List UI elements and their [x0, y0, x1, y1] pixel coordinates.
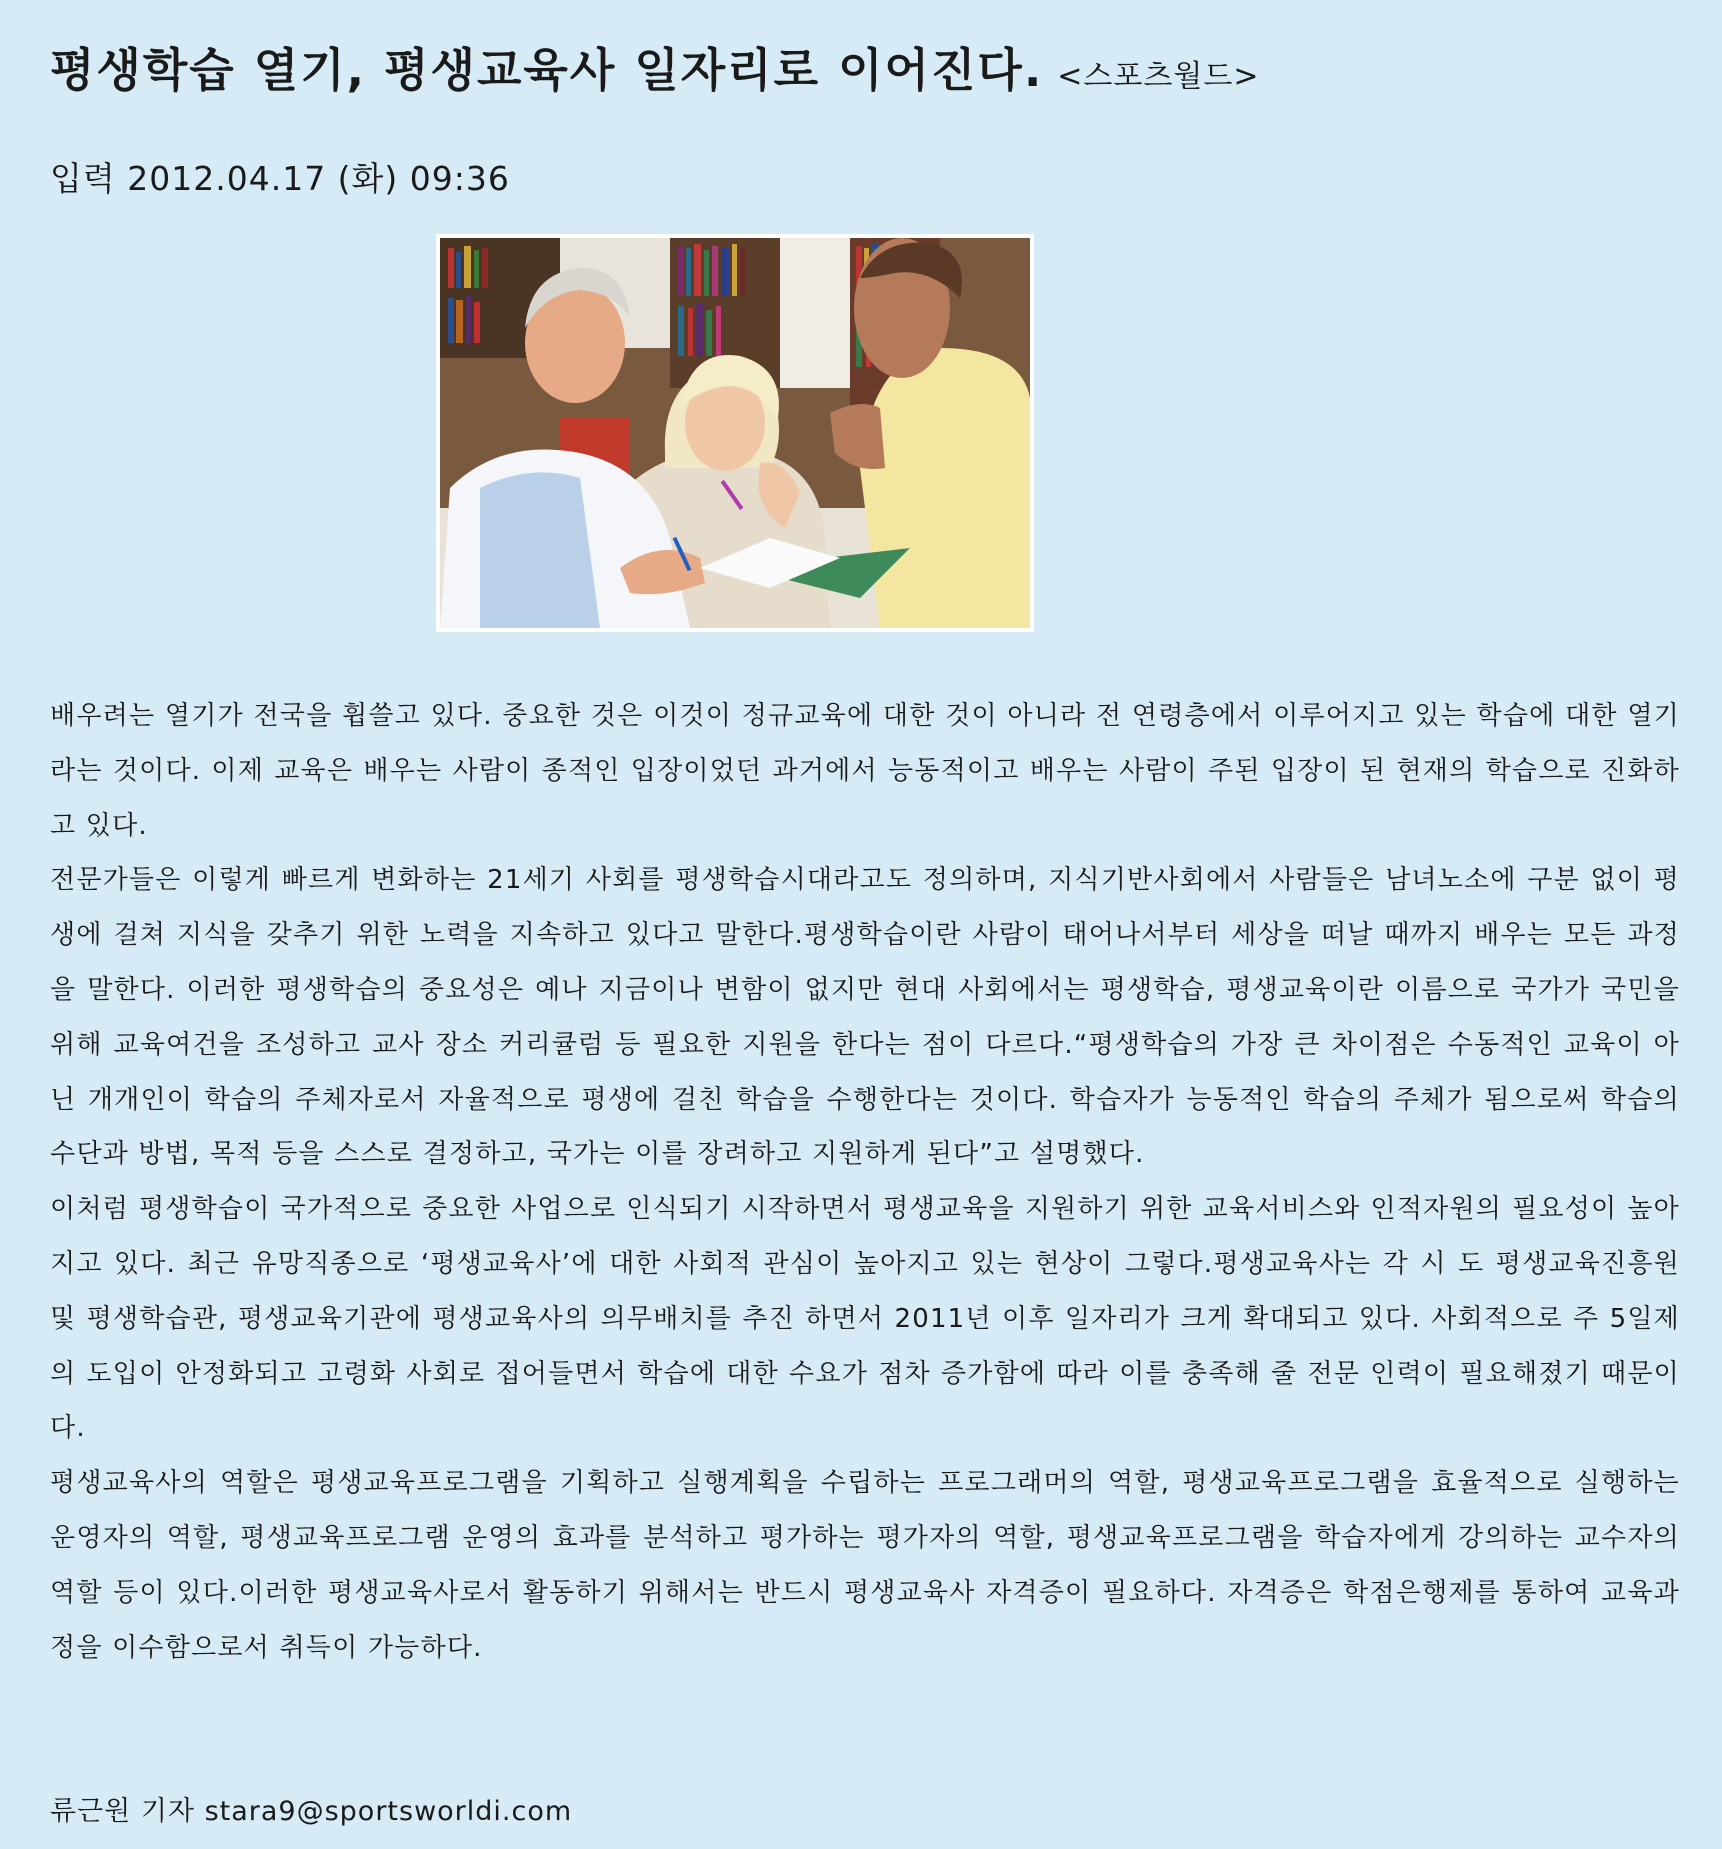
reporter-byline: 류근원 기자 stara9@sportsworldi.com — [50, 1796, 573, 1827]
article-paragraph: 배우려는 열기가 전국을 휩쓸고 있다. 중요한 것은 이것이 정규교육에 대한 것이 아니라 전 연령층에서 이루어지고 있는 학습에 대한 열기라는 것이다. 이제 교육은 배우는 사람이 종적인 입장이었던 과거에서 능동적이고 배우는 사람이 주된 입장이 된 현재의 학습으로 진화하고 있다. — [50, 701, 1680, 841]
article-paragraph: 평생교육사의 역할은 평생교육프로그램을 기획하고 실행계획을 수립하는 프로그래머의 역할, 평생교육프로그램을 효율적으로 실행하는 운영자의 역할, 평생교육프로그램 운영의 효과를 분석하고 평가하는 평가자의 역할, 평생교육프로그램을 학습자에게 강의하는 교수자의 역할 등이 있다.이러한 평생교육사로서 활동하기 위해서는 반드시 평생교육사 자격증이 필요하다. 자격증은 학점은행제를 통하여 교육과정을 이수함으로서 취득이 가능하다. — [50, 1468, 1680, 1663]
article-paragraph: 전문가들은 이렇게 빠르게 변화하는 21세기 사회를 평생학습시대라고도 정의하며, 지식기반사회에서 사람들은 남녀노소에 구분 없이 평생에 걸쳐 지식을 갖추기 위한 노력을 지속하고 있다고 말한다.평생학습이란 사람이 태어나서부터 세상을 떠날 때까지 배우는 모든 과정을 말한다. 이러한 평생학습의 중요성은 예나 지금이나 변함이 없지만 현대 사회에서는 평생학습, 평생교육이란 이름으로 국가가 국민을 위해 교육여건을 조성하고 교사 장소 커리큘럼 등 필요한 지원을 한다는 점이 다르다.“평생학습의 가장 큰 차이점은 수동적인 교육이 아닌 개개인이 학습의 주체자로서 자율적으로 평생에 걸친 학습을 수행한다는 것이다. 학습자가 능동적인 학습의 주체가 됨으로써 학습의 수단과 방법, 목적 등을 스스로 결정하고, 국가는 이를 장려하고 지원하게 된다”고 설명했다. — [50, 865, 1680, 1170]
article-photo — [436, 234, 1034, 632]
photo-illustration — [440, 238, 1030, 628]
source-name: <스포츠월드> — [1057, 59, 1260, 94]
headline-text: 평생학습 열기, 평생교육사 일자리로 이어진다. — [50, 43, 1044, 97]
article-paragraph: 이처럼 평생학습이 국가적으로 중요한 사업으로 인식되기 시작하면서 평생교육을 지원하기 위한 교육서비스와 인적자원의 필요성이 높아지고 있다. 최근 유망직종으로 ‘평생교육사’에 대한 사회적 관심이 높아지고 있는 현상이 그렇다.평생교육사는 각 시 도 평생교육진흥원 및 평생학습관, 평생교육기관에 평생교육사의 의무배치를 추진 하면서 2011년 이후 일자리가 크게 확대되고 있다. 사회적으로 주 5일제의 도입이 안정화되고 고령화 사회로 접어들면서 학습에 대한 수요가 점차 증가함에 따라 이를 충족해 줄 전문 인력이 필요해졌기 때문이다. — [50, 1194, 1680, 1444]
article-headline — [50, 32, 1680, 115]
article — [50, 32, 1680, 1827]
dateline: 입력 2012.04.17 (화) 09:36 — [50, 159, 510, 198]
article-body — [50, 689, 1680, 1675]
